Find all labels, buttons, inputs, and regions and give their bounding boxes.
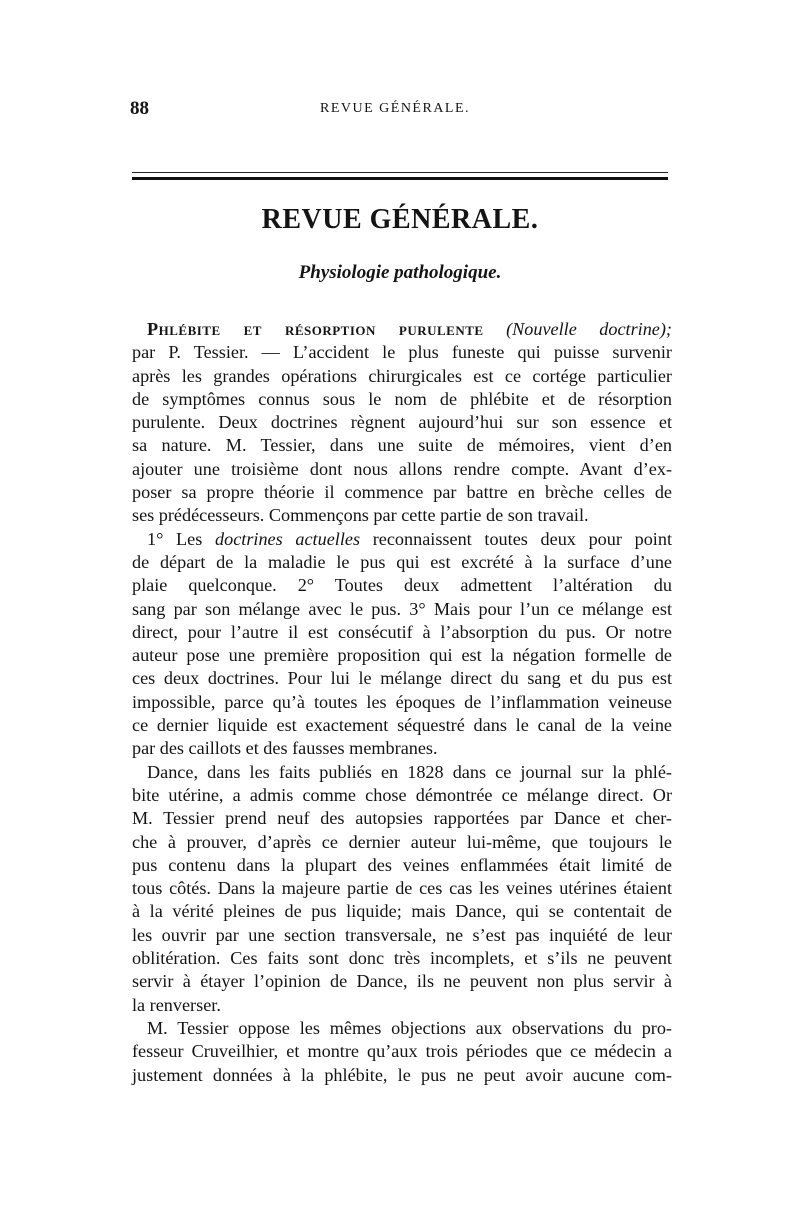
text-line: plaie quelconque. 2° Toutes deux admettent l’altération du <box>132 575 672 596</box>
text-line: Dance, dans les faits publiés en 1828 dans ce journal sur la phlé- <box>147 761 672 782</box>
text-line: poser sa propre théorie il commence par battre en brèche celles de <box>132 482 672 503</box>
text-line: ces deux doctrines. Pour lui le mélange direct du sang et du pus est <box>132 668 672 689</box>
text-line: fesseur Cruveilhier, et montre qu’aux trois périodes que ce médecin a <box>132 1041 672 1062</box>
article-heading-note: (Nouvelle doctrine); <box>506 319 672 339</box>
text-line: pus contenu dans la plupart des veines enflammées était limité de <box>132 854 672 875</box>
text-line: la renverser. <box>132 994 221 1015</box>
text-line: bite utérine, a admis comme chose démontrée ce mélange direct. Or <box>132 784 672 805</box>
article-heading: Phlébite et résorption purulente <box>147 319 484 339</box>
text-line: impossible, parce qu’à toutes les époques de l’inflammation veineuse <box>132 691 672 712</box>
paragraph-2-first-line <box>132 528 672 551</box>
text-line: sang par son mélange avec le pus. 3° Mais pour l’un ce mélange est <box>132 598 672 619</box>
text-line: les ouvrir par une section transversale, ne s’est pas inquiété de leur <box>132 924 672 945</box>
text-line: M. Tessier oppose les mêmes objections aux observations du pro- <box>147 1017 672 1038</box>
text-line: ses prédécesseurs. Commençons par cette partie de son travail. <box>132 505 589 526</box>
text-line: par P. Tessier. — L’accident le plus funeste qui puisse survenir <box>132 342 672 363</box>
article-heading-line <box>132 318 672 341</box>
p2-rest: reconnaissent toutes deux pour point <box>360 528 672 549</box>
running-title: REVUE GÉNÉRALE. <box>320 101 471 116</box>
text-line: M. Tessier prend neuf des autopsies rapportées par Dance et cher- <box>132 808 672 829</box>
running-head <box>130 98 670 122</box>
text-line: che à prouver, d’après ce dernier auteur lui-même, que toujours le <box>132 831 672 852</box>
text-line: après les grandes opérations chirurgicales est ce cortége particulier <box>132 365 672 386</box>
text-line: auteur pose une première proposition qui est la négation formelle de <box>132 645 672 666</box>
header-rule-thick <box>132 177 668 180</box>
article-body <box>132 318 672 1087</box>
text-line: de symptômes connus sous le nom de phlébite et de résorption <box>132 388 672 409</box>
p2-start: 1° Les <box>147 528 216 549</box>
header-rule-thin <box>132 172 668 173</box>
text-line: ajouter une troisième dont nous allons rendre compte. Avant d’ex- <box>132 458 672 479</box>
text-line: direct, pour l’autre il est consécutif à l’absorption du pus. Or notre <box>132 621 672 642</box>
p2-italic: doctrines actuelles <box>215 528 361 549</box>
text-line: servir à étayer l’opinion de Dance, ils ne peuvent non plus servir à <box>132 971 672 992</box>
text-line: purulente. Deux doctrines règnent aujourd’hui sur son essence et <box>132 412 672 433</box>
text-line: sa nature. M. Tessier, dans une suite de mémoires, vient d’en <box>132 435 672 456</box>
section-title: REVUE GÉNÉRALE. <box>261 204 539 235</box>
text-line: ce dernier liquide est exactement séquestré dans le canal de la veine <box>132 715 672 736</box>
section-subtitle: Physiologie pathologique. <box>298 262 502 283</box>
text-line: de départ de la maladie le pus qui est excrété à la surface d’une <box>132 551 672 572</box>
text-line: tous côtés. Dans la majeure partie de ces cas les veines utérines étaient <box>132 878 672 899</box>
page-number: 88 <box>130 98 149 119</box>
text-line: oblitération. Ces faits sont donc très incomplets, et s’ils ne peuvent <box>132 948 672 969</box>
text-line: par des caillots et des fausses membranes. <box>132 738 438 759</box>
text-line: à la vérité pleines de pus liquide; mais Dance, qui se contentait de <box>132 901 672 922</box>
text-line: justement données à la phlébite, le pus ne peut avoir aucune com- <box>132 1064 672 1085</box>
